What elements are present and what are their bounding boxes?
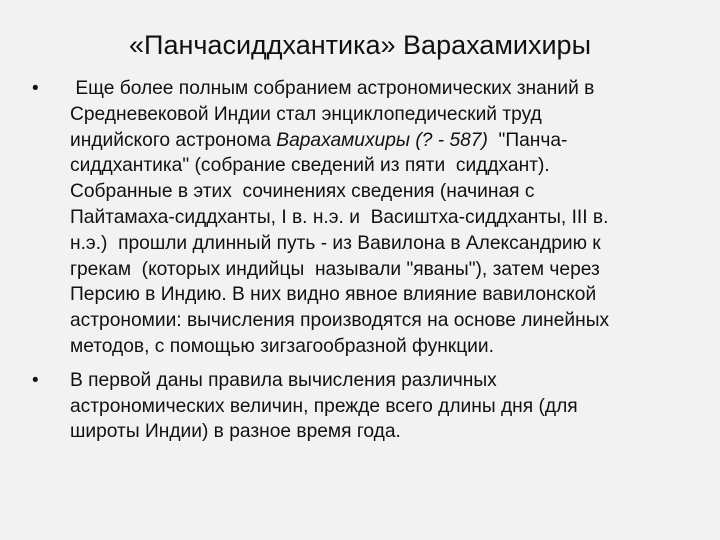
bullet-line: сиддхантика" (собрание сведений из пяти сиддхант). — [70, 155, 550, 177]
bullet-text: индийского астронома — [70, 129, 277, 151]
bullet-item — [30, 76, 702, 360]
bullet-emphasis: Варахамихиры (? - 587) — [276, 129, 488, 151]
bullet-line: Еще более полным собранием астрономических знаний в — [70, 78, 595, 99]
bullet-marker: • — [32, 78, 39, 99]
bullet-line-mixed — [70, 128, 702, 154]
slide-body — [30, 76, 702, 453]
bullet-line: астрономии: вычисления производятся на основе линейных — [70, 310, 610, 332]
bullet-line: Средневековой Индии стал энциклопедический труд — [70, 103, 542, 125]
bullet-line: грекам (которых индийцы называли "яваны"), затем через — [70, 258, 600, 280]
bullet-line: широты Индии) в разное время года. — [70, 421, 401, 443]
bullet-line: методов, с помощью зигзагообразной функции. — [70, 335, 494, 357]
bullet-line: Пайтамаха-сиддханты, I в. н.э. и Васиштха-сиддханты, III в. — [70, 206, 609, 228]
bullet-line: Собранные в этих сочинениях сведения (начиная с — [70, 181, 535, 203]
bullet-marker: • — [32, 369, 39, 391]
bullet-line: н.э.) прошли длинный путь - из Вавилона в Александрию к — [70, 232, 601, 254]
bullet-text: "Панча- — [487, 129, 568, 151]
bullet-item — [30, 368, 702, 445]
bullet-line: Персию в Индию. В них видно явное влияние вавилонской — [70, 284, 597, 306]
bullet-line: астрономических величин, прежде всего длины дня (для — [70, 395, 578, 417]
slide-title: «Панчасиддхантика» Варахамихиры — [129, 30, 591, 60]
bullet-line: В первой даны правила вычисления различных — [70, 369, 497, 391]
